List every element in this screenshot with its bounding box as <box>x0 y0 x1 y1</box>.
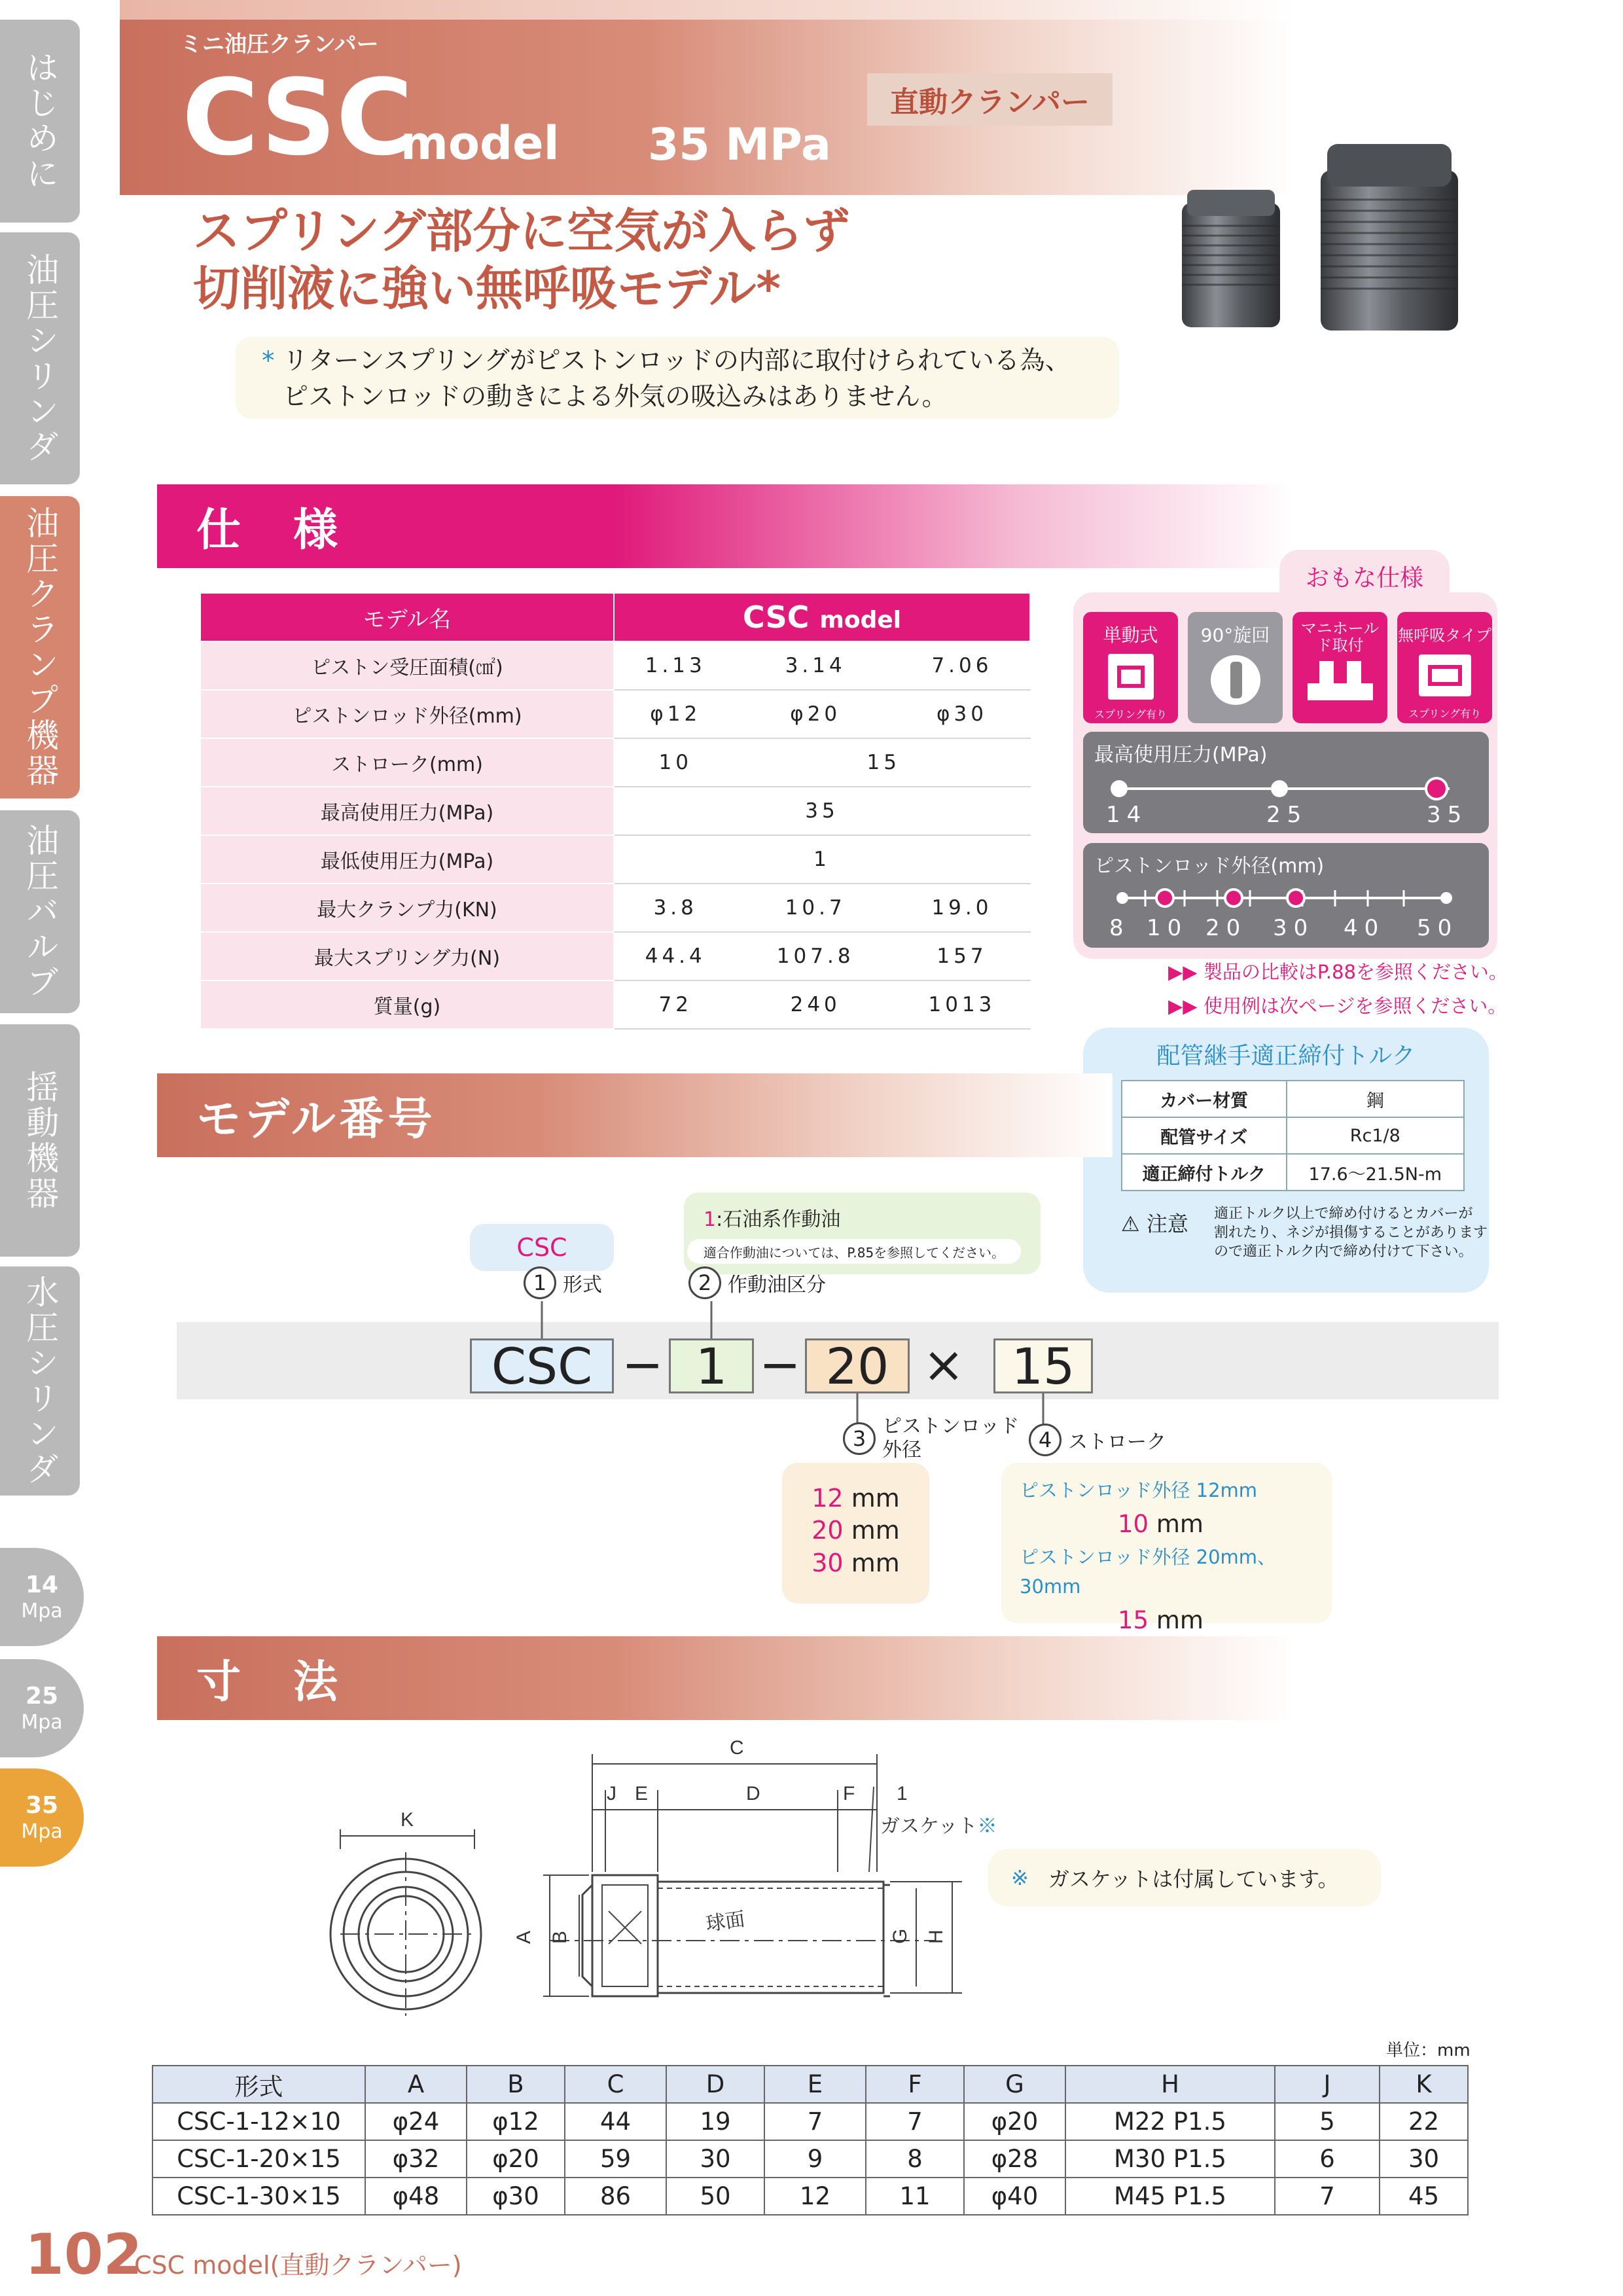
icon-manifold: マニホールド取付 <box>1293 612 1387 723</box>
code-part-stroke: 15 <box>993 1338 1093 1393</box>
pressure-tab-35[interactable] <box>0 1768 84 1867</box>
table-cell: B <box>467 2066 565 2103</box>
rod-tick: 8 <box>1109 915 1124 941</box>
gasket-label: ガスケット※ <box>880 1816 997 1837</box>
table-cell: 7 <box>764 2103 866 2140</box>
table-cell: ピストンロッド外径(mm) <box>200 690 614 738</box>
table-cell: F <box>866 2066 964 2103</box>
footer-title: CSC model(直動クランパー) <box>134 2251 462 2280</box>
torque-table <box>1121 1080 1465 1191</box>
side-tab-water[interactable] <box>0 1266 80 1496</box>
gasket-note: ※ ガスケットは付属しています。 <box>988 1849 1381 1907</box>
table-row <box>1122 1117 1464 1154</box>
table-cell: φ40 <box>964 2178 1065 2215</box>
rod-tick: 30 <box>1273 915 1315 941</box>
section-model-number: モデル番号 <box>157 1073 1113 1157</box>
table-cell: G <box>964 2066 1065 2103</box>
table-cell: φ28 <box>964 2140 1065 2178</box>
table-cell: φ12 <box>614 690 737 738</box>
table-cell: H <box>1065 2066 1275 2103</box>
headline-line2: 切削液に強い無呼吸モデル* <box>193 260 781 316</box>
sphere-label: 球面 <box>704 1908 747 1935</box>
dim-label-D: D <box>746 1783 760 1804</box>
dim-label-B: B <box>549 1930 571 1944</box>
table-cell: 35 <box>614 787 1030 835</box>
dim-label-1: 1 <box>897 1783 908 1804</box>
table-cell: 50 <box>666 2178 764 2215</box>
section-spec: 仕 様 <box>157 484 1296 568</box>
icon-no-breath: 無呼吸タイプ スプリング有り <box>1397 612 1492 723</box>
code-sep: × <box>923 1335 965 1393</box>
side-tab-clamp[interactable] <box>0 496 80 798</box>
table-cell: 10 <box>614 738 737 787</box>
table-cell: 44 <box>565 2103 666 2140</box>
dim-label-C: C <box>730 1737 744 1759</box>
table-cell: 12 <box>764 2178 866 2215</box>
table-cell: 19 <box>666 2103 764 2140</box>
table-cell: 22 <box>1380 2103 1468 2140</box>
link-text: 製品の比較はP.88を参照ください。 <box>1203 961 1508 983</box>
code-sep: − <box>759 1335 801 1393</box>
code-part-rod: 20 <box>805 1338 910 1393</box>
headline <box>193 203 850 318</box>
table-cell: 157 <box>894 932 1030 980</box>
pressure-tick: 35 <box>1427 802 1469 828</box>
page-number: 102 <box>25 2222 143 2287</box>
table-row <box>200 884 1030 932</box>
table-cell: 5 <box>1275 2103 1380 2140</box>
table-cell: 86 <box>565 2178 666 2215</box>
table-cell: 45 <box>1380 2178 1468 2215</box>
dim-label-H: H <box>925 1929 947 1944</box>
pressure-label: 35 MPa <box>648 119 831 171</box>
oil-label: 2 作動油区分 <box>688 1266 826 1299</box>
type-badge: 直動クランパー <box>867 73 1113 126</box>
note-line1: リターンスプリングがピストンロッドの内部に取付けられている為、 <box>282 346 1071 376</box>
table-cell: 配管サイズ <box>1122 1117 1287 1154</box>
pressure-tab-unit: Mpa <box>21 1599 63 1623</box>
table-cell: 9 <box>764 2140 866 2178</box>
pressure-scale-title: 最高使用圧力(MPa) <box>1094 744 1268 766</box>
table-cell: 10.7 <box>737 884 893 932</box>
table-row <box>200 641 1030 690</box>
table-cell: φ24 <box>365 2103 467 2140</box>
table-cell: 適正締付トルク <box>1122 1154 1287 1191</box>
main-spec-title: おもな仕様 <box>1279 550 1450 602</box>
table-cell: 最高使用圧力(MPa) <box>200 787 614 835</box>
table-row <box>200 835 1030 884</box>
dim-label-K: K <box>401 1809 414 1831</box>
unit-label: 単位：mm <box>1386 2041 1471 2060</box>
side-tab-valve[interactable] <box>0 810 80 1013</box>
table-cell: φ48 <box>365 2178 467 2215</box>
table-cell: 11 <box>866 2178 964 2215</box>
table-cell: 7 <box>866 2103 964 2140</box>
pressure-tab-num: 14 <box>25 1571 59 1599</box>
table-cell: 44.4 <box>614 932 737 980</box>
dimension-drawing <box>314 1734 1047 2049</box>
side-tab-label: 油圧バルブ <box>21 823 60 1000</box>
headline-line1: スプリング部分に空気が入らず <box>193 204 850 259</box>
table-row <box>200 787 1030 835</box>
category-label: ミニ油圧クランパー <box>180 31 379 58</box>
table-cell: 鋼 <box>1287 1081 1464 1117</box>
link-examples[interactable]: ▶▶ 使用例は次ページを参照ください。 <box>1168 995 1507 1017</box>
side-tab-label: 油圧シリンダ <box>21 252 60 465</box>
type-value-bubble: CSC <box>470 1224 614 1271</box>
table-cell: 3.8 <box>614 884 737 932</box>
dim-label-A: A <box>513 1930 535 1944</box>
rod-scale-bar <box>1083 880 1489 920</box>
spec-model-header: CSC model <box>614 593 1030 641</box>
table-cell: M30 P1.5 <box>1065 2140 1275 2178</box>
rod-tick: 20 <box>1205 915 1247 941</box>
icon-90deg: 90°旋回 <box>1188 612 1283 723</box>
table-cell: φ12 <box>467 2103 565 2140</box>
table-row <box>200 932 1030 980</box>
table-cell: 質量(g) <box>200 980 614 1029</box>
pressure-tab-14[interactable] <box>0 1548 84 1646</box>
product-photo <box>1171 137 1466 334</box>
table-cell: 107.8 <box>737 932 893 980</box>
dim-label-G: G <box>889 1928 911 1944</box>
table-cell: φ32 <box>365 2140 467 2178</box>
table-cell: 19.0 <box>894 884 1030 932</box>
rod-label: 3 ピストンロッド 外径 <box>843 1415 1019 1462</box>
table-cell: 7.06 <box>894 641 1030 690</box>
table-cell: 7 <box>1275 2178 1380 2215</box>
table-cell: Rc1/8 <box>1287 1117 1464 1154</box>
link-compare[interactable]: ▶▶ 製品の比較はP.88を参照ください。 <box>1168 961 1508 983</box>
table-cell: M45 P1.5 <box>1065 2178 1275 2215</box>
table-row <box>200 980 1030 1029</box>
pressure-tab-unit: Mpa <box>21 1820 63 1843</box>
table-cell: 15 <box>737 738 1030 787</box>
table-cell: D <box>666 2066 764 2103</box>
pressure-tick: 25 <box>1266 802 1308 828</box>
dim-label-J: J <box>607 1783 616 1804</box>
table-cell: 72 <box>614 980 737 1029</box>
model-title: CSC <box>182 56 414 179</box>
table-cell: 6 <box>1275 2140 1380 2178</box>
dimension-table <box>152 2065 1469 2215</box>
table-cell: 3.14 <box>737 641 893 690</box>
type-label: 1 形式 <box>524 1266 602 1299</box>
side-tab-label: 水圧シリンダ <box>21 1275 60 1487</box>
side-tab-cylinder[interactable] <box>0 232 80 484</box>
table-cell: J <box>1275 2066 1380 2103</box>
table-cell: 形式 <box>152 2066 365 2103</box>
table-cell: 最大スプリング力(N) <box>200 932 614 980</box>
side-tab-label: 揺動機器 <box>21 1069 60 1211</box>
table-row <box>1122 1154 1464 1191</box>
spec-table <box>200 592 1031 1030</box>
table-cell: 最低使用圧力(MPa) <box>200 835 614 884</box>
spec-col-header: モデル名 <box>200 593 614 641</box>
table-cell: C <box>565 2066 666 2103</box>
table-cell: 17.6〜21.5N-m <box>1287 1154 1464 1191</box>
table-row <box>1122 1081 1464 1117</box>
table-cell: ストローク(mm) <box>200 738 614 787</box>
oil-desc: 1:石油系作動油 <box>704 1208 841 1231</box>
table-cell: φ30 <box>467 2178 565 2215</box>
table-cell: CSC-1-30×15 <box>152 2178 365 2215</box>
table-cell: 59 <box>565 2140 666 2178</box>
rod-tick: 50 <box>1417 915 1459 941</box>
table-cell: 30 <box>1380 2140 1468 2178</box>
table-cell: カバー材質 <box>1122 1081 1287 1117</box>
table-cell: ピストン受圧面積(㎠) <box>200 641 614 690</box>
link-text: 使用例は次ページを参照ください。 <box>1203 995 1507 1017</box>
table-row <box>152 2140 1468 2178</box>
table-cell: φ20 <box>467 2140 565 2178</box>
table-cell: φ20 <box>964 2103 1065 2140</box>
pressure-tab-unit: Mpa <box>21 1710 63 1734</box>
table-cell: φ20 <box>737 690 893 738</box>
table-cell: 8 <box>866 2140 964 2178</box>
side-tab-label: 油圧クランプ機器 <box>21 506 60 789</box>
section-dimensions: 寸 法 <box>157 1636 1296 1720</box>
side-tab-rotary[interactable] <box>0 1024 80 1257</box>
icon-single-acting: 単動式 スプリング有り <box>1083 612 1178 723</box>
caution-label: ⚠ 注意 <box>1121 1211 1188 1236</box>
table-cell: 1 <box>614 835 1030 884</box>
note-box <box>236 337 1119 419</box>
note-line2: ピストンロッドの動きによる外気の吸込みはありません。 <box>283 382 948 412</box>
rod-tick: 10 <box>1147 915 1188 941</box>
table-cell: CSC-1-20×15 <box>152 2140 365 2178</box>
warning-icon: ⚠ <box>1121 1211 1140 1236</box>
stroke-label: 4 ストローク <box>1029 1424 1166 1456</box>
oil-note: 適合作動油については、P.85を参照してください。 <box>687 1239 1021 1264</box>
table-cell: M22 P1.5 <box>1065 2103 1275 2140</box>
dim-label-E: E <box>635 1783 649 1804</box>
stroke-options: ピストンロッド外径 12mm 10 mm ピストンロッド外径 20mm、30mm 15 mm <box>1001 1463 1332 1623</box>
pressure-tab-num: 25 <box>25 1683 59 1710</box>
table-cell: A <box>365 2066 467 2103</box>
rod-tick: 40 <box>1344 915 1385 941</box>
model-suffix: model <box>401 117 560 170</box>
torque-title: 配管継手適正締付トルク <box>1156 1043 1416 1069</box>
table-cell: 240 <box>737 980 893 1029</box>
code-sep: − <box>622 1335 664 1393</box>
code-part-type: CSC <box>470 1338 614 1393</box>
table-row <box>152 2178 1468 2215</box>
table-cell: 最大クランプ力(KN) <box>200 884 614 932</box>
table-row <box>200 690 1030 738</box>
note-mark: * <box>262 346 275 376</box>
table-cell: 1013 <box>894 980 1030 1029</box>
pressure-tab-25[interactable] <box>0 1659 84 1757</box>
rod-options: 12 mm 20 mm 30 mm <box>782 1463 929 1604</box>
side-tab-intro[interactable] <box>0 20 80 223</box>
table-cell: K <box>1380 2066 1468 2103</box>
code-part-oil: 1 <box>669 1338 754 1393</box>
rod-scale-title: ピストンロッド外径(mm) <box>1094 855 1325 878</box>
dim-label-F: F <box>843 1783 855 1804</box>
table-cell: 1.13 <box>614 641 737 690</box>
pressure-tick: 14 <box>1106 802 1148 828</box>
caution-text: 適正トルク以上で締め付けるとカバーが 割れたり、ネジが損傷することがあります ので適正トルク内で締め付けて下さい。 <box>1214 1206 1488 1261</box>
table-row <box>200 738 1030 787</box>
table-cell: 30 <box>666 2140 764 2178</box>
side-tab-label: はじめに <box>21 50 60 192</box>
table-row <box>152 2103 1468 2140</box>
header-top-band <box>120 0 1296 20</box>
table-cell: CSC-1-12×10 <box>152 2103 365 2140</box>
pressure-tab-num: 35 <box>25 1792 59 1820</box>
table-cell: φ30 <box>894 690 1030 738</box>
table-cell: E <box>764 2066 866 2103</box>
